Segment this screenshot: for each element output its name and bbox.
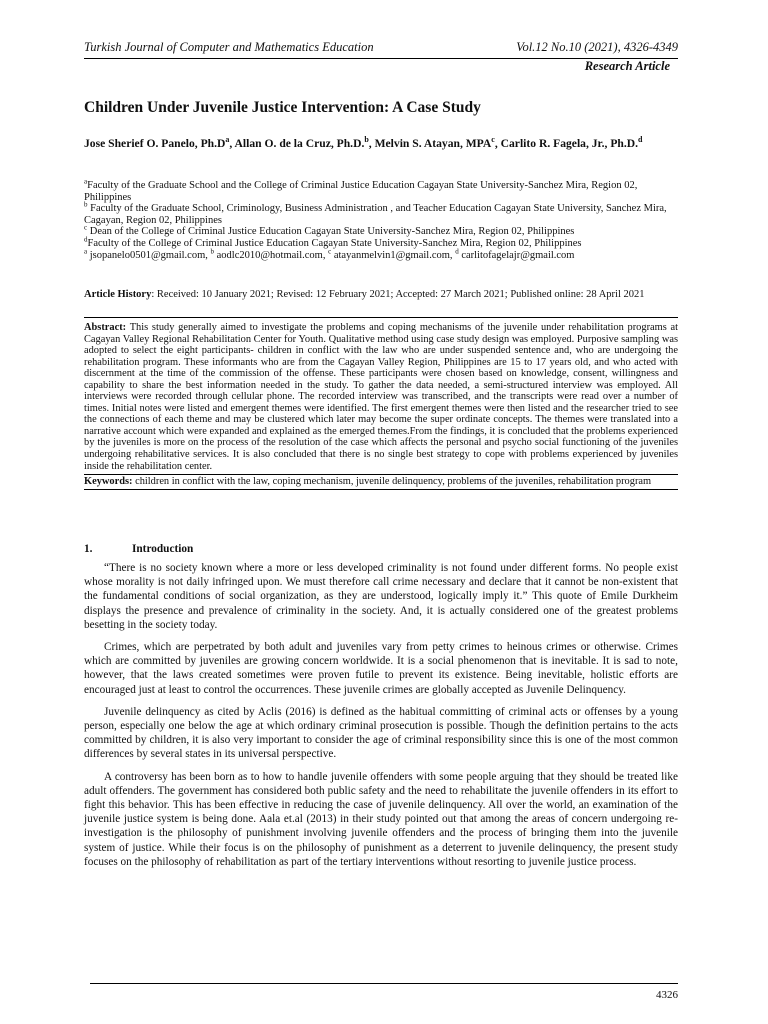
abstract-text: This study generally aimed to investigate the problems and coping mechanisms of the juvenile under rehabilitation programs at Cagayan Valley Regional Rehabilitation Center for Youth. Qualitative method using case study design was employed. Purposive sampling was adopted to select the eight participants- children in conflict with the law who are under suspended sentence and, who are undergoing the rehabilitation program. These informants who are from the Cagayan Valley Region, Philippines are 15 to 17 years old, and who acted with discernment at the time of the commission of the offense. These participants were chosen based on knowledge, consent, willingness and capability to share the best information needed in the study. To gather the data needed, a semi-structured interview was employed. All interviews were recorded through cellular phone. The recorded interview was transcribed, and the transcripts were read over a number of times. Initial notes were listed and emergent themes were identified. The first emergent themes were then listed and the researcher tried to see the connections of each theme and may be clustered which later may become the super ordinate concepts. The themes were translated into a narrative account which were expanded and explained as the emerged themes.From the findings, it is concluded that the problems experienced by the juveniles is more on the process of the resolution of the case which affects the personal and psycho social functioning of the juveniles undergoing rehabilitative services. It is also concluded that there is no single best strategy to cope with problems experienced by juveniles inside the rehabilitation center. — [84, 322, 678, 472]
paragraph: “There is no society known where a more or less developed criminality is not found under different forms. No people exist whose morality is not daily infringed upon. We must therefore call crime necessary and declare that it cannot be non-existent that the fundamental conditions of social organization, as they are understood, logically imply it.” This quote of Emile Durkheim displays the presence and prevalence of criminality in the society. And, it is actually considered one of the greatest problems besetting in the society today. — [84, 562, 678, 631]
author-name: Melvin S. Atayan, MPA — [374, 137, 492, 150]
email-link[interactable]: carlitofagelajr@gmail.com — [458, 249, 575, 261]
page-number: 4326 — [656, 989, 678, 1001]
footer-rule — [90, 983, 678, 984]
email-link[interactable]: atayanmelvin1@gmail.com, — [331, 249, 456, 261]
journal-name: Turkish Journal of Computer and Mathematics Education — [84, 40, 374, 54]
section-number: 1. — [84, 543, 93, 555]
running-header — [84, 40, 678, 58]
history-label: Article History — [84, 289, 152, 300]
paragraph: Juvenile delinquency as cited by Aclis (2016) is defined as the habitual committing of criminal acts or offenses by a young person, especially one below the age at which ordinary criminal prosecution is possible. Though the definition pertains to the acts committed by children, it is also very important to consider the age of criminal responsibility since this is one of the most common differences by several states in its universal perspective. — [84, 705, 678, 761]
article-history — [84, 289, 678, 301]
keywords-text: children in conflict with the law, coping mechanism, juvenile delinquency, problems of the juveniles, rehabilitation program — [132, 476, 652, 488]
affiliation: $^a$Faculty of the Graduate School and the College of Criminal Justice Education Cagayan State University-Sanchez Mira, Region 02, Philippines — [84, 177, 638, 203]
section-heading — [84, 543, 193, 555]
abstract-box — [84, 317, 678, 490]
abstract-label: Abstract: — [84, 322, 127, 333]
author-list: Jose Sherief O. Panelo, $Ph.D^a$, Allan O. de la Cruz, Ph.D.$^b$, Melvin S. Atayan, MPA$^c$, Carlito R. Fagela, Jr., Ph.D.$^d$ — [84, 135, 643, 150]
history-dates: : Received: 10 January 2021; Revised: 12 February 2021; Accepted: 27 March 2021; Published online: 28 April 2021 — [151, 289, 645, 300]
article-type: Research Article — [584, 59, 670, 73]
section-title: Introduction — [132, 543, 194, 555]
volume-info: Vol.12 No.10 (2021), 4326-4349 — [516, 40, 678, 54]
email-list: $^a$ jsopanelo0501@gmail.com, $^b$ aodlc2010@hotmail.com, $^c$ atayanmelvin1@gmail.com, $^d$ carlitofagelajr@gmail.com — [84, 247, 575, 261]
affiliations — [84, 177, 678, 261]
author-mark: d — [638, 135, 643, 145]
email-link[interactable]: jsopanelo0501@gmail.com, — [87, 249, 211, 261]
keywords-label: Keywords: — [84, 476, 133, 488]
author-mark: b — [364, 135, 369, 145]
author-name: Jose Sherief O. Panelo, Ph.D — [84, 137, 226, 150]
paper-title: Children Under Juvenile Justice Intervention: A Case Study — [84, 99, 481, 116]
abstract — [84, 322, 678, 472]
paragraph: Crimes, which are perpetrated by both adult and juveniles vary from petty crimes to heinous crimes or otherwise. Crimes which are committed by juveniles are growing concern worldwide. It is a social phenomenon that is inevitable. It is sad to note, however, that the laws created sometimes were proven futile to prevent its existence. Being inevitable, holistic efforts are encouraged just at least to control the occurrences. These juvenile crimes are globally accepted as Juvenile Delinquency. — [84, 641, 678, 696]
author-mark: c — [491, 135, 495, 145]
body-text — [84, 561, 678, 877]
author-name: Carlito R. Fagela, Jr., Ph.D. — [500, 137, 639, 150]
email-link[interactable]: aodlc2010@hotmail.com, — [214, 249, 329, 261]
affiliation: $^b$ Faculty of the Graduate School, Criminology, Business Administration , and Teacher Education Cagayan State University, Sanchez Mira, Cagayan, Region 02, Philippines — [84, 200, 667, 226]
author-mark: a — [225, 135, 230, 145]
affiliation: $^c$ Dean of the College of Criminal Justice Education Cagayan State University-Sanchez Mira, Region 02, Philippines — [84, 223, 575, 238]
author-name: Allan O. de la Cruz, Ph.D. — [234, 137, 365, 150]
paragraph: A controversy has been born as to how to handle juvenile offenders with some people arguing that they should be treated like adult offenders. The government has considered both public safety and the need to rehabilitate the juvenile offenders in its effort to fight this behavior. This has been effective in reducing the case of juvenile delinquency. All over the world, an examination of the juvenile justice system is being done. Aala et.al (2013) in their study pointed out that among the areas of concern undergoing re-investigation is the philosophy of punishment involving juvenile offenders and the process of bringing them into the juvenile system of justice. While their focus is on the philosophy of punishment as a deterrent to juvenile delinquency, the present study focuses on the philosophy of rehabilitation as part of the tertiary interventions without resorting to juvenile justice process. — [84, 770, 678, 868]
affiliation: $^d$Faculty of the College of Criminal Justice Education Cagayan State University-Sanchez Mira, Region 02, Philippines — [84, 235, 582, 249]
keywords — [84, 474, 678, 489]
